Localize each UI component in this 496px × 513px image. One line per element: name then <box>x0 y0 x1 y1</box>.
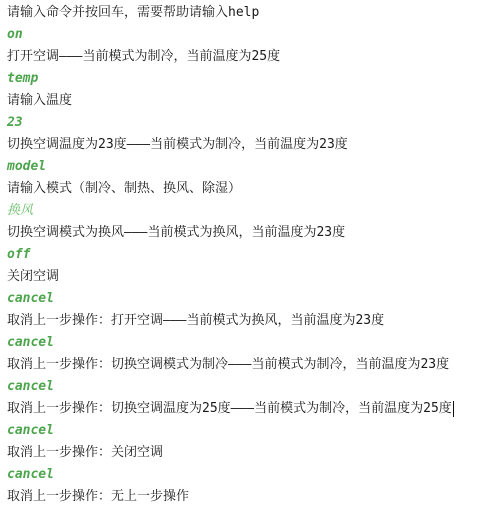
console-input-line: cancel <box>7 379 54 394</box>
console-output-line: 关闭空调 <box>7 269 60 284</box>
console-output-text: 取消上一步操作：切换空调温度为25度———当前模式为制冷，当前温度为25度 <box>7 401 452 416</box>
console-output-line: 请输入模式（制冷、制热、换风、除湿） <box>7 181 242 196</box>
console-input-line: off <box>7 247 31 262</box>
console-input-line: cancel <box>7 423 54 438</box>
console-output-line: 取消上一步操作：打开空调———当前模式为换风，当前温度为23度 <box>7 313 385 328</box>
console-input-line: temp <box>7 71 39 86</box>
console-input-line: on <box>7 27 23 42</box>
console-input-line: cancel <box>7 291 54 306</box>
console-output-line: 取消上一步操作：切换空调模式为制冷———当前模式为制冷，当前温度为23度 <box>7 357 450 372</box>
console-output-line <box>7 398 496 420</box>
console-output-line: 切换空调温度为23度———当前模式为制冷，当前温度为23度 <box>7 137 348 152</box>
console-input-line: 换风 <box>7 203 34 218</box>
console-output-line: 取消上一步操作：关闭空调 <box>7 445 164 460</box>
console-input-line: 23 <box>7 115 23 130</box>
console-output-line: 切换空调模式为换风———当前模式为换风，当前温度为23度 <box>7 225 346 240</box>
console-output-line: 打开空调———当前模式为制冷，当前温度为25度 <box>7 49 281 64</box>
console-input-line: cancel <box>7 467 54 482</box>
console-input-line: cancel <box>7 335 54 350</box>
console-output-line: 请输入温度 <box>7 93 73 108</box>
text-caret <box>453 401 454 417</box>
console-output-line: 取消上一步操作：无上一步操作 <box>7 489 190 504</box>
console-output-line: 请输入命令并按回车，需要帮助请输入help <box>7 5 260 20</box>
console-input-line: model <box>7 159 47 174</box>
